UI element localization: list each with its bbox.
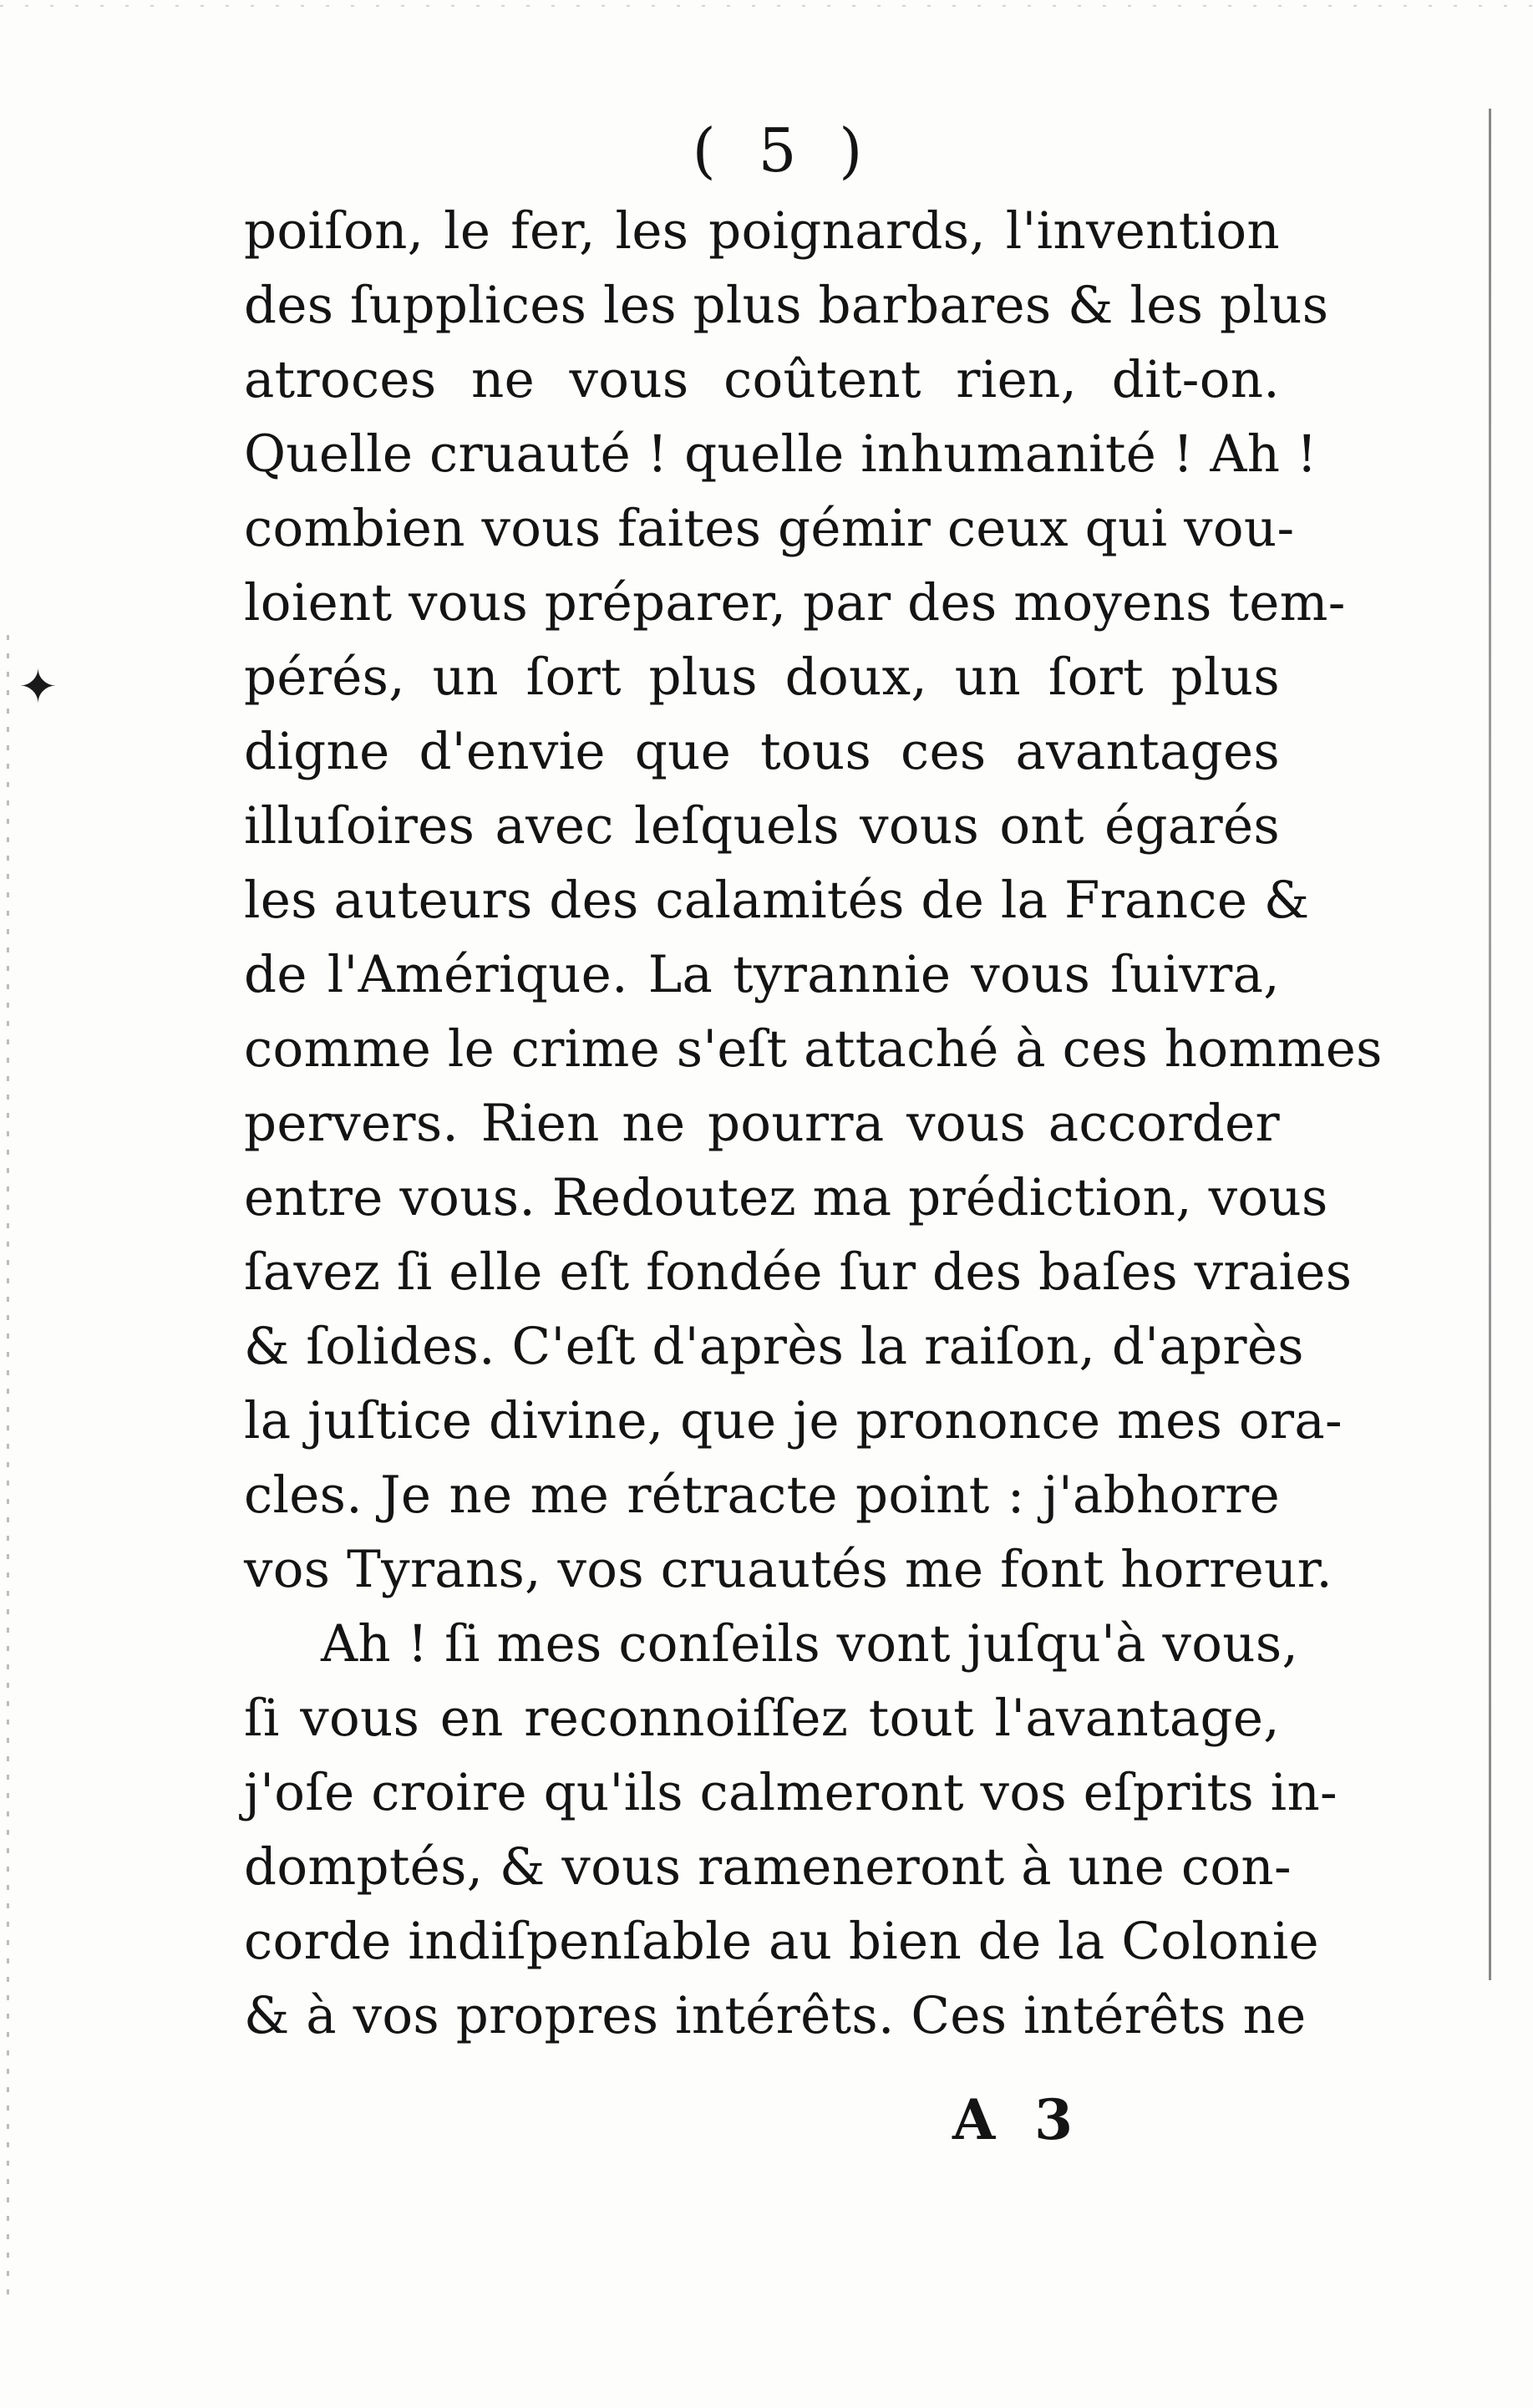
scan-top-edge (0, 5, 1533, 7)
text-line: corde indiſpenſable au bien de la Colonie (244, 1912, 1319, 1971)
text-line: j'oſe croire qu'ils calmeront vos eſprits in- (244, 1763, 1338, 1822)
text-line: de l'Amérique. La tyrannie vous ſuivra, (244, 945, 1280, 1004)
text-line: ſi vous en reconnoiſſez tout l'avantage, (244, 1689, 1280, 1748)
scan-left-edge (7, 635, 9, 2306)
margin-blot-mark: ✦ (18, 660, 58, 714)
text-line: & à vos propres intérêts. Ces intérêts ne (244, 1986, 1307, 2045)
text-line: Quelle cruauté ! quelle inhumanité ! Ah ! (244, 424, 1317, 484)
paragraph-start-line: Ah ! ſi mes conſeils vont juſqu'à vous, (321, 1614, 1299, 1674)
text-line: domptés, & vous rameneront à une con- (244, 1837, 1292, 1897)
text-line: pérés, un ſort plus doux, un ſort plus (244, 648, 1280, 707)
text-line: atroces ne vous coûtent rien, dit-on. (244, 350, 1280, 409)
text-line: pervers. Rien ne pourra vous accorder (244, 1094, 1280, 1153)
text-line: poiſon, le fer, les poignards, l'invention (244, 201, 1280, 261)
text-line: illuſoires avec leſquels vous ont égarés (244, 796, 1280, 856)
text-line: vos Tyrans, vos cruautés me font horreur. (244, 1540, 1333, 1599)
text-line: combien vous faites gémir ceux qui vou- (244, 499, 1295, 558)
signature-mark: A 3 (952, 2087, 1084, 2152)
text-line: comme le crime s'eſt attaché à ces hommes (244, 1019, 1383, 1079)
text-line: & ſolides. C'eſt d'après la raiſon, d'après (244, 1317, 1304, 1376)
text-line: loient vous préparer, par des moyens tem- (244, 573, 1346, 632)
text-line: des ſupplices les plus barbares & les plus (244, 276, 1329, 335)
text-line: entre vous. Redoutez ma prédiction, vous (244, 1168, 1328, 1227)
text-line: la juſtice divine, que je prononce mes ora- (244, 1391, 1343, 1450)
text-line: cles. Je ne me rétracte point : j'abhorre (244, 1466, 1280, 1525)
page-number: ( 5 ) (692, 115, 875, 185)
scan-right-edge (1489, 109, 1491, 1980)
text-line: les auteurs des calamités de la France & (244, 871, 1310, 930)
text-line: ſavez ſi elle eſt fondée ſur des baſes vraies (244, 1242, 1353, 1302)
body-text (244, 194, 1383, 2053)
text-line: digne d'envie que tous ces avantages (244, 722, 1280, 781)
